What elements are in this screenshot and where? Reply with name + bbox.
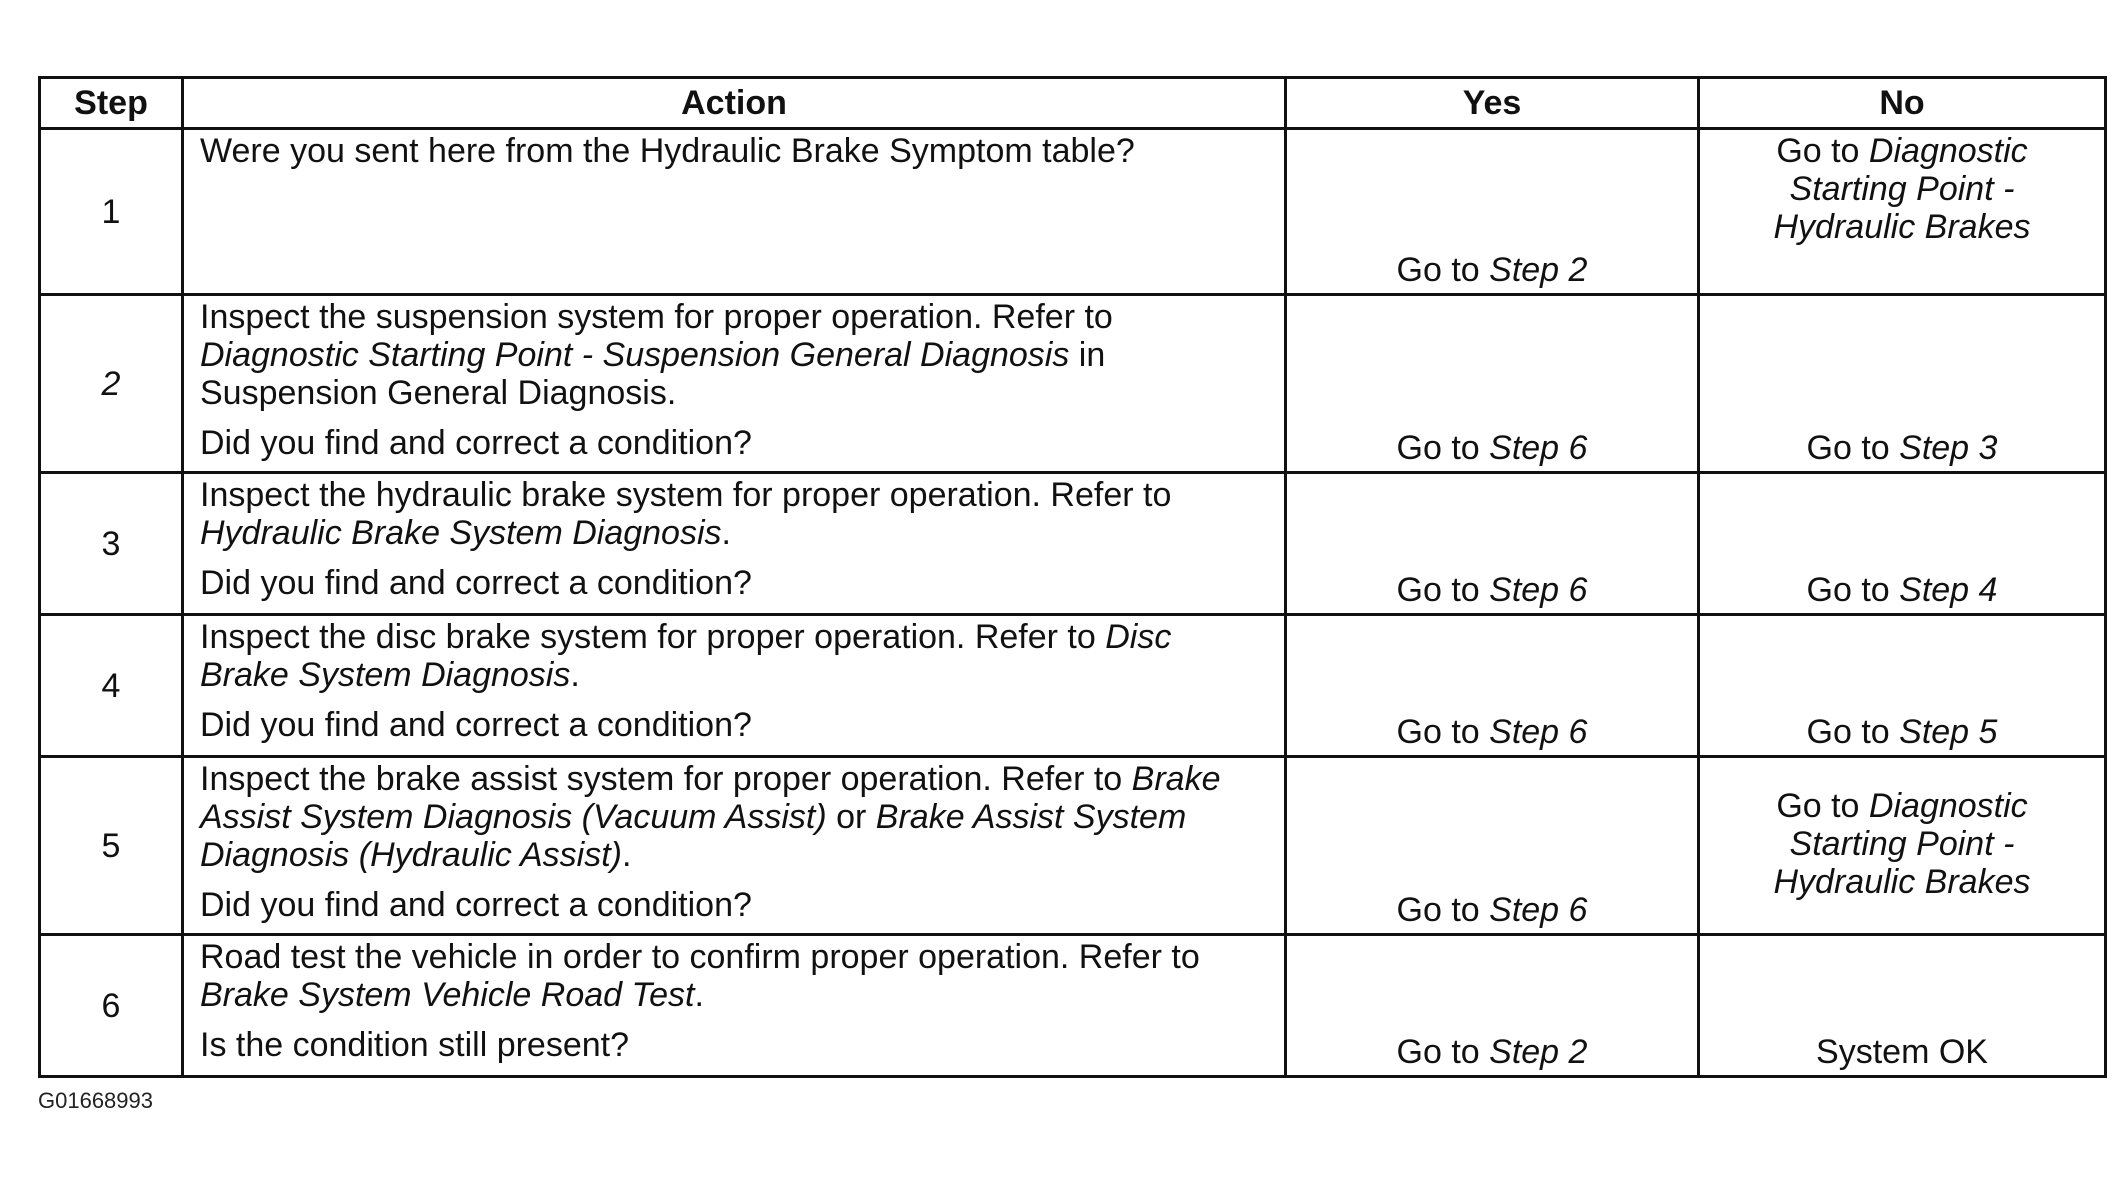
action-link[interactable]: Brake Assist System Diagnosis (Vacuum Assist)	[200, 760, 1221, 836]
yes-prefix: Go to	[1396, 891, 1490, 929]
yes-cell	[1286, 935, 1699, 1077]
yes-step-link[interactable]: Step 2	[1489, 1033, 1588, 1071]
yes-step-link[interactable]: Step 6	[1489, 571, 1588, 609]
table-header-row	[40, 78, 2106, 129]
yes-prefix: Go to	[1396, 713, 1490, 751]
action-text-end: .	[621, 836, 632, 874]
action-cell	[183, 295, 1286, 473]
table-row	[40, 473, 2106, 615]
no-result-text: System OK	[1816, 1033, 1988, 1071]
action-cell	[183, 935, 1286, 1077]
yes-step-link[interactable]: Step 2	[1489, 251, 1588, 289]
action-text: Were you sent here from the Hydraulic Brake Symptom table?	[200, 132, 1135, 170]
no-step-link[interactable]: Step 3	[1899, 429, 1998, 467]
yes-cell	[1286, 757, 1699, 935]
action-text: Inspect the hydraulic brake system for proper operation. Refer to	[200, 476, 1172, 514]
table-row	[40, 935, 2106, 1077]
yes-prefix: Go to	[1396, 571, 1490, 609]
no-prefix: Go to	[1806, 713, 1900, 751]
no-step-link[interactable]: Diagnostic Starting Point - Hydraulic Brakes	[1773, 786, 2031, 901]
yes-step-link[interactable]: Step 6	[1489, 891, 1588, 929]
action-question: Did you find and correct a condition?	[200, 564, 752, 602]
action-question: Did you find and correct a condition?	[200, 424, 752, 462]
action-cell	[183, 129, 1286, 295]
action-text-end: .	[694, 976, 704, 1014]
step-number: 3	[40, 473, 183, 615]
table-row	[40, 129, 2106, 295]
action-paragraph	[200, 618, 1268, 694]
header-no: No	[1699, 78, 2106, 129]
no-cell	[1699, 615, 2106, 757]
no-step-link[interactable]: Step 5	[1899, 713, 1998, 751]
action-text: Inspect the suspension system for proper operation. Refer to	[200, 298, 1113, 336]
action-link[interactable]: Hydraulic Brake System Diagnosis	[200, 514, 722, 552]
no-cell	[1699, 757, 2106, 935]
yes-cell	[1286, 615, 1699, 757]
action-text-end: .	[721, 514, 731, 552]
diagnostic-table	[38, 76, 2107, 1078]
action-cell	[183, 757, 1286, 935]
no-prefix: Go to	[1776, 132, 1869, 170]
yes-cell	[1286, 473, 1699, 615]
header-step: Step	[40, 78, 183, 129]
no-prefix: Go to	[1806, 429, 1900, 467]
yes-prefix: Go to	[1396, 429, 1490, 467]
action-link[interactable]: Diagnostic Starting Point - Suspension General Diagnosis	[200, 336, 1070, 374]
action-text-end: in Suspension General Diagnosis.	[200, 336, 1106, 412]
no-step-link[interactable]: Step 4	[1899, 571, 1998, 609]
step-number	[40, 295, 183, 473]
step-number: 5	[40, 757, 183, 935]
action-question: Did you find and correct a condition?	[200, 706, 752, 744]
step-number: 1	[40, 129, 183, 295]
table-row	[40, 295, 2106, 473]
yes-step-link[interactable]: Step 6	[1489, 429, 1588, 467]
yes-step-link[interactable]: Step 6	[1489, 713, 1588, 751]
yes-cell	[1286, 295, 1699, 473]
table-row	[40, 615, 2106, 757]
step-number: 6	[40, 935, 183, 1077]
action-text: Road test the vehicle in order to confirm proper operation. Refer to	[200, 938, 1200, 976]
yes-prefix: Go to	[1396, 1033, 1490, 1071]
step-number-text: 2	[101, 364, 121, 403]
yes-prefix: Go to	[1396, 251, 1490, 289]
action-text: Inspect the disc brake system for proper operation. Refer to	[200, 618, 1106, 656]
action-text-end: .	[570, 656, 580, 694]
action-text: Inspect the brake assist system for proper operation. Refer to	[200, 760, 1132, 798]
action-text-mid: or	[826, 798, 876, 836]
yes-cell	[1286, 129, 1699, 295]
header-action: Action	[183, 78, 1286, 129]
no-cell	[1699, 473, 2106, 615]
action-link[interactable]: Brake System Vehicle Road Test	[200, 976, 695, 1014]
header-yes: Yes	[1286, 78, 1699, 129]
action-question: Did you find and correct a condition?	[200, 886, 752, 924]
no-cell	[1699, 935, 2106, 1077]
action-cell	[183, 473, 1286, 615]
no-cell	[1699, 129, 2106, 295]
action-link-2[interactable]: Brake Assist System Diagnosis (Hydraulic Assist)	[200, 798, 1187, 874]
no-prefix: Go to	[1806, 571, 1900, 609]
action-cell	[183, 615, 1286, 757]
action-paragraph	[200, 760, 1268, 874]
action-paragraph	[200, 298, 1268, 412]
action-paragraph	[200, 938, 1268, 1014]
figure-code: G01668993	[38, 1088, 153, 1113]
action-link[interactable]: Disc Brake System Diagnosis	[200, 618, 1172, 694]
step-number: 4	[40, 615, 183, 757]
no-prefix: Go to	[1776, 786, 1869, 825]
action-question: Is the condition still present?	[200, 1026, 630, 1064]
table-row	[40, 757, 2106, 935]
no-step-link[interactable]: Diagnostic Starting Point - Hydraulic Brakes	[1773, 132, 2031, 246]
no-cell	[1699, 295, 2106, 473]
action-paragraph	[200, 476, 1268, 552]
